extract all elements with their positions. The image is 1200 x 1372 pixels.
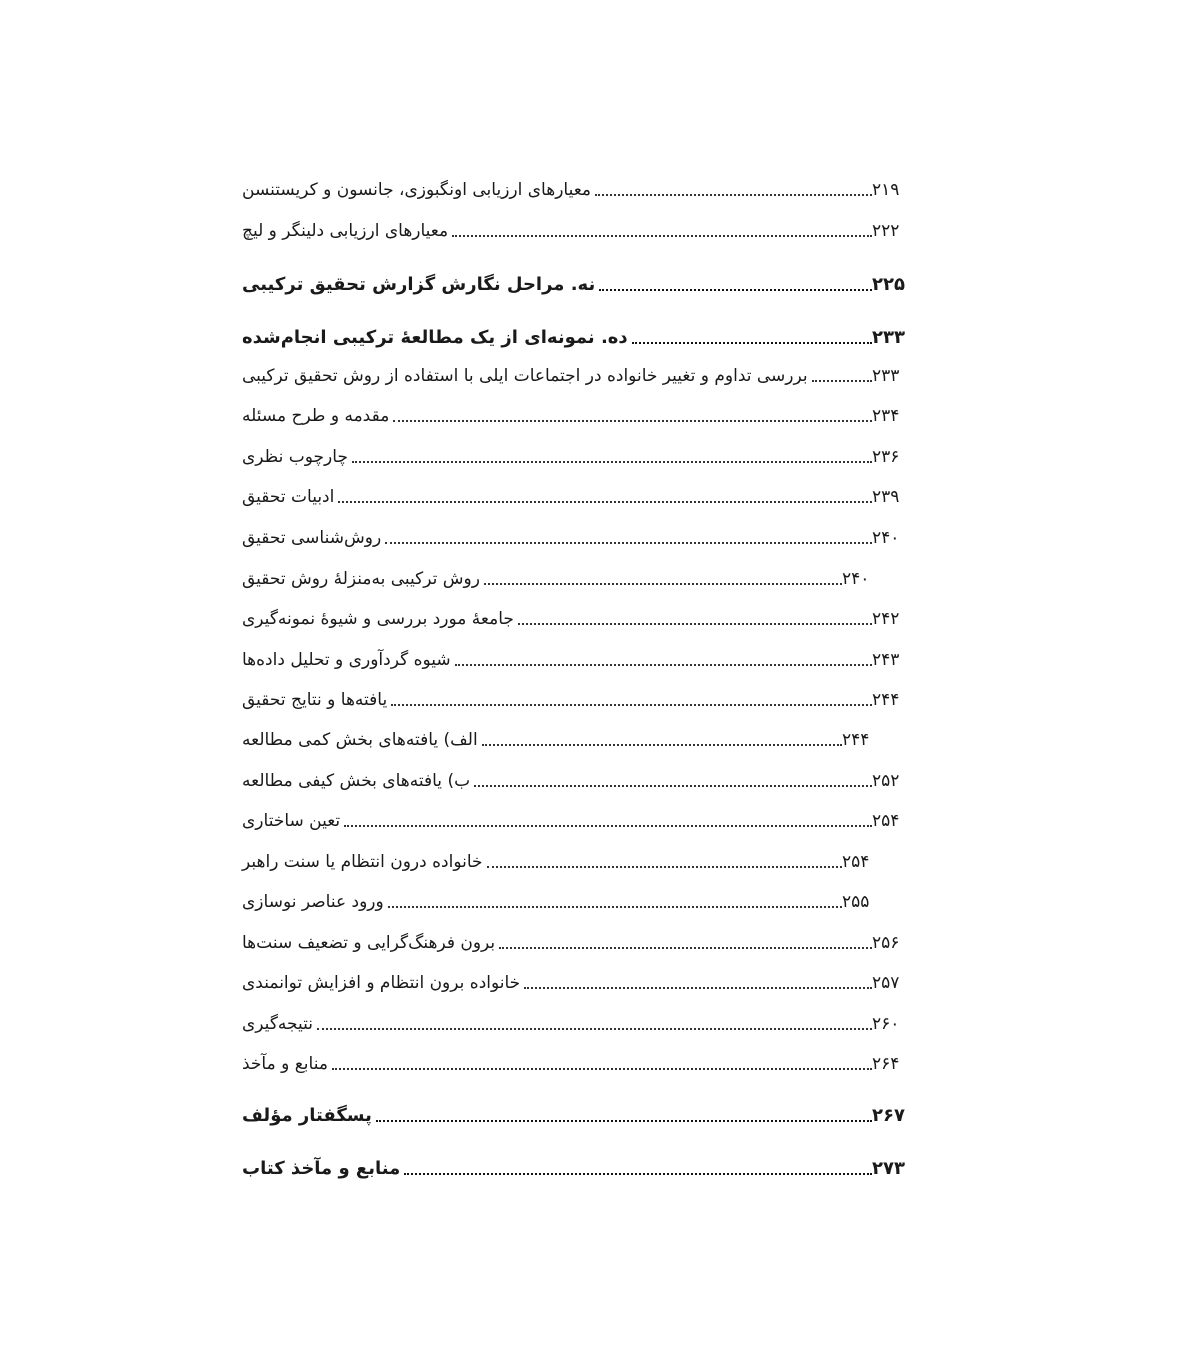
- toc-entry-page: ۲۵۲: [872, 771, 900, 791]
- toc-entry-title: الف) یافته‌های بخش کمی مطالعه: [242, 730, 478, 750]
- toc-entry: [236, 172, 912, 202]
- toc-entry-page: ۲۶۰: [872, 1014, 900, 1034]
- toc-leader-dots: [376, 1120, 872, 1122]
- toc-leader-dots: [391, 704, 872, 706]
- toc-chapter-entry: [236, 1151, 912, 1181]
- toc-entry: [236, 965, 912, 995]
- toc-entry: [236, 479, 912, 509]
- toc-leader-dots: [487, 866, 842, 868]
- toc-leader-dots: [484, 583, 842, 585]
- toc-leader-dots: [499, 947, 872, 949]
- toc-entry-page: ۲۳۳: [872, 327, 905, 348]
- toc-leader-dots: [344, 825, 872, 827]
- toc-entry-page: ۲۳۳: [872, 366, 900, 386]
- toc-entry-title: خانواده درون انتظام یا سنت راهبر: [242, 852, 483, 872]
- toc-entry-title: برون فرهنگ‌گرایی و تضعیف سنت‌ها: [242, 933, 496, 953]
- toc-entry-page: ۲۵۷: [872, 973, 900, 993]
- toc-entry-title: خانواده برون انتظام و افزایش توانمندی: [242, 973, 521, 993]
- toc-entry-title: جامعهٔ مورد بررسی و شیوهٔ نمونه‌گیری: [242, 609, 514, 629]
- toc-chapter-entry: [236, 320, 912, 350]
- toc-subentry: [236, 722, 882, 752]
- toc-entry: [236, 1006, 912, 1036]
- toc-entry: [236, 213, 912, 243]
- toc-entry-title: مقدمه و طرح مسئله: [242, 406, 390, 426]
- toc-subentry: [236, 844, 882, 874]
- toc-leader-dots: [524, 987, 872, 989]
- toc-leader-dots: [338, 501, 872, 503]
- toc-leader-dots: [632, 342, 872, 344]
- toc-entry-title: چارچوب نظری: [242, 447, 348, 467]
- toc-entry-title: منابع و مآخذ: [242, 1054, 328, 1074]
- toc-entry-page: ۲۷۳: [872, 1158, 905, 1179]
- toc-entry: [236, 520, 912, 550]
- toc-entry-page: ۲۳۴: [872, 406, 900, 426]
- toc-entry-title: ورود عناصر نوسازی: [242, 892, 384, 912]
- toc-entry-page: ۲۳۶: [872, 447, 900, 467]
- toc-entry-page: ۲۴۴: [842, 730, 870, 750]
- toc-entry-title: شیوه گردآوری و تحلیل داده‌ها: [242, 650, 451, 670]
- toc-entry: [236, 398, 912, 428]
- toc-chapter-entry: [236, 267, 912, 297]
- toc-subentry: [236, 884, 882, 914]
- toc-leader-dots: [317, 1028, 872, 1030]
- toc-leader-dots: [332, 1068, 872, 1070]
- toc-leader-dots: [518, 623, 872, 625]
- toc-entry-title: روش ترکیبی به‌منزلهٔ روش تحقیق: [242, 569, 480, 589]
- toc-entry-title: ادبیات تحقیق: [242, 487, 335, 507]
- toc-entry-page: ۲۵۵: [842, 892, 870, 912]
- toc-entry-title: معیارهای ارزیابی دلینگر و لیچ: [242, 221, 449, 241]
- toc-entry-page: ۲۵۴: [842, 852, 870, 872]
- toc-entry-page: ۲۲۲: [872, 221, 900, 241]
- toc-entry-title: پسگفتار مؤلف: [242, 1105, 372, 1126]
- toc-entry-page: ۲۵۶: [872, 933, 900, 953]
- toc-entry-page: ۲۶۴: [872, 1054, 900, 1074]
- toc-subentry: [236, 561, 882, 591]
- toc-leader-dots: [352, 461, 872, 463]
- toc-entry-page: ۲۲۵: [872, 274, 905, 295]
- toc-entry-title: نتیجه‌گیری: [242, 1014, 313, 1034]
- toc-leader-dots: [452, 235, 872, 237]
- toc-entry: [236, 358, 912, 388]
- toc-leader-dots: [385, 542, 872, 544]
- toc-entry: [236, 682, 912, 712]
- toc-leader-dots: [455, 664, 872, 666]
- toc-entry-page: ۲۱۹: [872, 180, 900, 200]
- toc-entry: [236, 763, 912, 793]
- toc-entry: [236, 439, 912, 469]
- toc-entry: [236, 803, 912, 833]
- toc-entry-page: ۲۶۷: [872, 1105, 905, 1126]
- toc-entry: [236, 925, 912, 955]
- toc-entry-title: بررسی تداوم و تغییر خانواده در اجتماعات ایلی با استفاده از روش تحقیق ترکیبی: [242, 366, 808, 386]
- toc-leader-dots: [474, 785, 872, 787]
- toc-entry-title: روش‌شناسی تحقیق: [242, 528, 382, 548]
- toc-entry-page: ۲۴۰: [842, 569, 870, 589]
- toc-entry-page: ۲۴۲: [872, 609, 900, 629]
- toc-entry-title: ده. نمونه‌ای از یک مطالعهٔ ترکیبی انجام‌شده: [242, 327, 628, 348]
- toc-entry: [236, 1046, 912, 1076]
- toc-entry-page: ۲۵۴: [872, 811, 900, 831]
- toc-entry-page: ۲۴۰: [872, 528, 900, 548]
- toc-leader-dots: [595, 194, 872, 196]
- toc-entry-title: منابع و مآخذ کتاب: [242, 1158, 401, 1179]
- toc-entry-page: ۲۴۴: [872, 690, 900, 710]
- toc-leader-dots: [599, 289, 872, 291]
- toc-entry-title: تعین ساختاری: [242, 811, 341, 831]
- toc-leader-dots: [482, 744, 842, 746]
- toc-entry-title: نه. مراحل نگارش گزارش تحقیق ترکیبی: [242, 274, 596, 295]
- toc-entry-title: معیارهای ارزیابی اونگبوزی، جانسون و کریستنسن: [242, 180, 592, 200]
- toc-leader-dots: [393, 420, 872, 422]
- toc-entry-title: ب) یافته‌های بخش کیفی مطالعه: [242, 771, 471, 791]
- toc-leader-dots: [404, 1173, 872, 1175]
- toc-entry: [236, 601, 912, 631]
- toc-chapter-entry: [236, 1098, 912, 1128]
- toc-entry-title: یافته‌ها و نتایج تحقیق: [242, 690, 388, 710]
- toc-leader-dots: [812, 380, 872, 382]
- toc-entry-page: ۲۳۹: [872, 487, 900, 507]
- toc-entry-page: ۲۴۳: [872, 650, 900, 670]
- toc-leader-dots: [388, 906, 842, 908]
- toc-entry: [236, 642, 912, 672]
